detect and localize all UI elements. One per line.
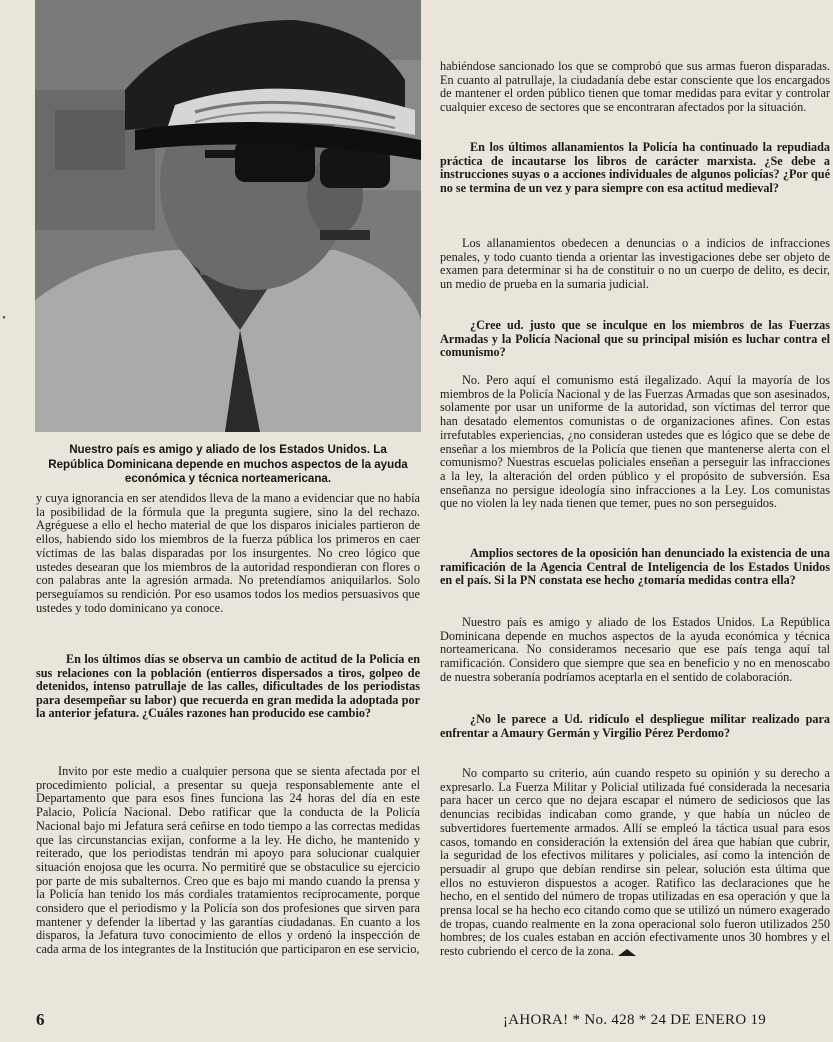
portrait-photo [35,0,421,432]
left-column [36,492,420,615]
page-number: 6 [36,1010,45,1029]
portrait-illustration [35,0,421,432]
right-paragraph-1: habiéndose sancionado los que se comprobó que sus armas fueron disparadas. En cuanto al patrullaje, la ciudadanía debe estar consciente que los encargados de mantener el orden público tienen que tomar medidas para evitar y controlar cualquier exceso de sectores que se encontraran afectados por la situación. [440,59,830,115]
photo-caption: Nuestro país es amigo y aliado de los Estados Unidos. La República Dominicana depende en muchos aspectos de la ayuda económica y técnica norteamericana. [48,443,408,485]
right-paragraph-5 [440,767,830,959]
right-paragraph-4: Nuestro país es amigo y aliado de los Estados Unidos. La República Dominicana depende en muchos aspectos de la ayuda económica y técnica norteamericana. No consideramos necesario que ese país tenga aquí tal ramificación. Considero que siempre que sea en beneficio y no en menoscabo de nuestra soberanía podríamos aceptarla en el sentido de colaboración. [440,615,830,684]
left-paragraph-2: Invito por este medio a cualquier persona que se sienta afectada por el procedimiento policial, a presentar su queja responsablemente ante el Departamento que para esos fines funciona las 24 horas del día en este Palacio, Policía Nacional. Debo ratificar que la conducta de la Policía Nacional bajo mi Jefatura será ceñirse en todo tiempo a las correctas medidas que las circunstancias exijan, conforme a la ley. He dicho, he mantenido y reiterado, que los periodistas tendrán mi apoyo para solucionar cualquier situación enojosa que les ocurra. No permitiré que se obstaculice su ejercicio por parte de mis subalternos. Creo que es bajo mi mando cuando la prensa y la Policía han tenido los más cordiales tratamientos recíprocamente, porque considero que el periodismo y la Policía son dos profesiones que sirven para mantener y defender la libertad y las garantías ciudadanas. En cuanto a los disparos, la Jefatura tuvo conocimiento de ellos y ordenó la inspección de cada arma de los integrantes de la Institución que participaron en ese servicio, [36,764,420,957]
right-paragraph-3: No. Pero aquí el comunismo está ilegalizado. Aquí la mayoría de los miembros de la Policía Nacional y de las Fuerzas Armadas que son asesinados, solamente por usar un uniforme de la autoridad, son víctimas del terror que han desatado elementos comunistas o de organizaciones afines. Con estas irrefutables experiencias, ¿no consideran ustedes que es lógico que se debe de enseñar a los miembros de la Policía que tienen que mantenerse alerta con el comunismo? Nuestras escuelas policiales enseñan a perseguir las infracciones a la ley, la alteración del orden público y el propósito de subversión. Esa enseñanza no persigue ideología sino infracciones a la Ley. Los comunistas que no violen la ley nada tienen que temer, pues no son perseguidos. [440,373,830,511]
end-of-article-icon [618,949,636,956]
left-question-1: En los últimos días se observa un cambio de actitud de la Policía en sus relaciones con la población (entierros dispersados a tiros, golpeo de detenidos, intenso patrullaje de las calles, dificultades de los periodistas para desempeñar su labor) que recuerda en gran medida la adoptada por la anterior jefatura. ¿Cuáles razones han producido ese cambio? [36,652,420,721]
right-paragraph-5-text: No comparto su criterio, aún cuando respeto su opinión y su derecho a expresarlo. La Fuerza Militar y Policial utilizada fué considerada la necesaria para hacer un cerco que no dejara escapar el número de sediciosos que las denuncias recibidas indicaban como grande, y que había un núcleo de subvertidores fuertemente armados. Allí se empleó la táctica usual para esos casos, tomando en consideración la extensión del área que habían que cubrir, la seguridad de los efectivos militares y policiales, así como la intención de persuadir al grupo que debían rendirse sin pelear, solución esta última que ellos no estuvieron dispuestos a acoger. Ratifico las declaraciones que he hecho, en el sentido del número de tropas utilizadas en esa operación y que la prensa local se ha hecho eco citando como que se utilizó un número exagerado de tropas, cuando realmente en la zona operacional solo fueron utilizados 250 hombres; de los cuales estaban en acción efectivamente unos 30 hombres y el resto cubriendo el cerco de la zona. [440,766,830,959]
right-question-3: Amplios sectores de la oposición han denunciado la existencia de una ramificación de la Agencia Central de Inteligencia de los Estados Unidos en el país. Si la PN constata ese hecho ¿tomaría medidas contra ella? [440,546,830,588]
right-paragraph-2: Los allanamientos obedecen a denuncias o a indicios de infracciones penales, y todo cuanto tienda a orientar las investigaciones debe ser objeto de examen para determinar si ha de constituir o no un cuerpo de delito, es decir, un medio de prueba en la sumaria judicial. [440,236,830,292]
right-question-4: ¿No le parece a Ud. ridículo el despliegue militar realizado para enfrentar a Amaury Germán y Virgilio Pérez Perdomo? [440,712,830,740]
right-question-2: ¿Cree ud. justo que se inculque en los miembros de las Fuerzas Armadas y la Policía Nacional que su principal misión es luchar contra el comunismo? [440,318,830,360]
left-paragraph-1: y cuya ignorancia en ser atendidos lleva de la mano a evidenciar que no había la posibilidad de la fórmula que la pregunta sugiere, sino la del rechazo. Agréguese a ello el hecho material de que los disparos iniciales partieron de ellos, habiendo sido los miembros de la fuerza pública los primeros en caer víctimas de las balas disparadas por los insurgentes. No creo lógico que ustedes desearan que los miembros de la autoridad respondieran con flores o con palabras ante la agresión armada. No pretendíamos aniquilarlos. Solo perseguíamos su rendición. Por eso usamos todos los medios persuasivos que ustedes y todo dominicano ya conoce. [36,491,420,615]
right-question-1: En los últimos allanamientos la Policía ha continuado la repudiada práctica de incautarse los libros de carácter marxista. ¿Se debe a instrucciones suyas o a acciones individuales de algunos policías? ¿Por qué no se termina de un vez y para siempre con esa actitud medieval? [440,140,830,195]
publication-footer: ¡AHORA! * No. 428 * 24 DE ENERO 19 [503,1012,767,1028]
edge-mark: • [2,312,6,324]
